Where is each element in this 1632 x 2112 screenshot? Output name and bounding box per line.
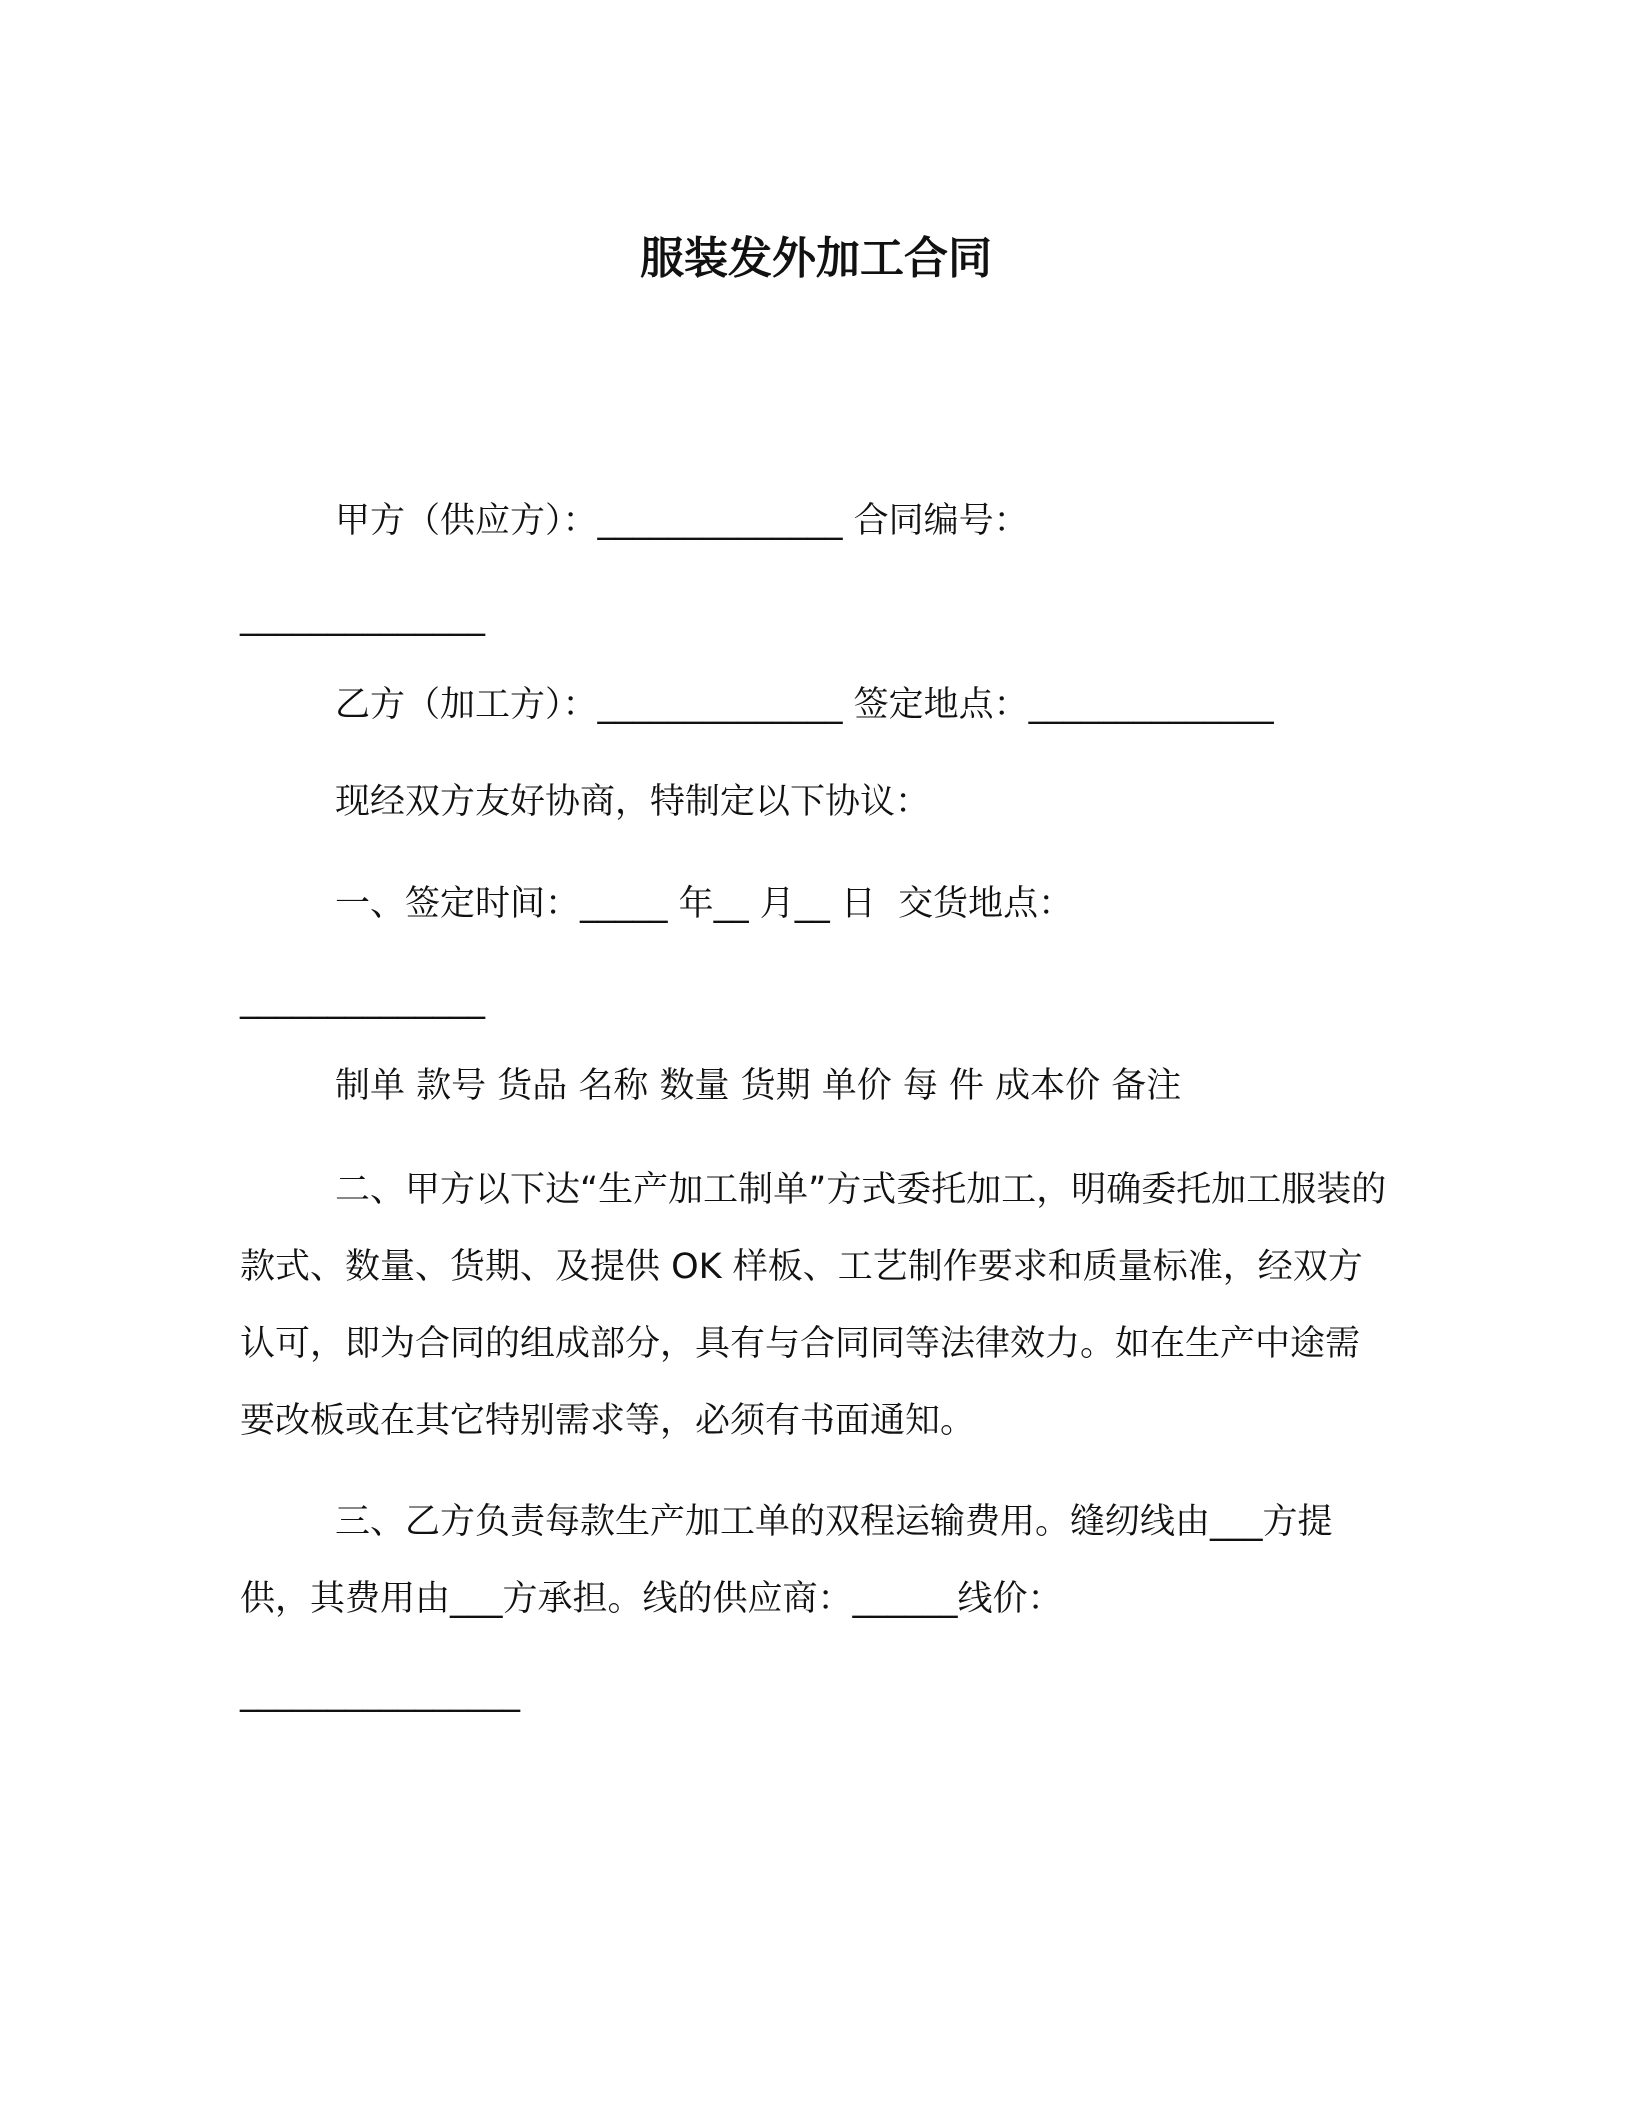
table-header-line: 制单 款号 货品 名称 数量 货期 单价 每 件 成本价 备注	[335, 1066, 1182, 1106]
intro-paragraph: 现经双方友好协商，特制定以下协议：	[335, 782, 931, 822]
clause-1-line: 一、签定时间：_____ 年__ 月__ 日 交货地点：	[335, 884, 1074, 924]
party-b-line: 乙方（加工方）：______________ 签定地点：______________	[335, 685, 1274, 725]
clause-1-line-continuation: ______________	[240, 980, 485, 1020]
clause-3-paragraph: 三、乙方负责每款生产加工单的双程运输费用。缝纫线由___方提供，其费用由___方承担。线的供应商：______线价：	[240, 1502, 1333, 1619]
party-a-line: 甲方（供应方）：______________ 合同编号：	[335, 501, 1029, 541]
clause-2-paragraph: 二、甲方以下达“生产加工制单”方式委托加工，明确委托加工服装的款式、数量、货期、及提供 OK 样板、工艺制作要求和质量标准，经双方认可，即为合同的组成部分，具有与合同同等法律效力。如在生产中途需要改板或在其它特别需求等，必须有书面通知。	[240, 1170, 1387, 1441]
clause-3-continuation: ________________	[240, 1673, 520, 1713]
party-a-line-continuation: ______________	[240, 597, 485, 637]
document-title: 服装发外加工合同	[640, 233, 992, 284]
